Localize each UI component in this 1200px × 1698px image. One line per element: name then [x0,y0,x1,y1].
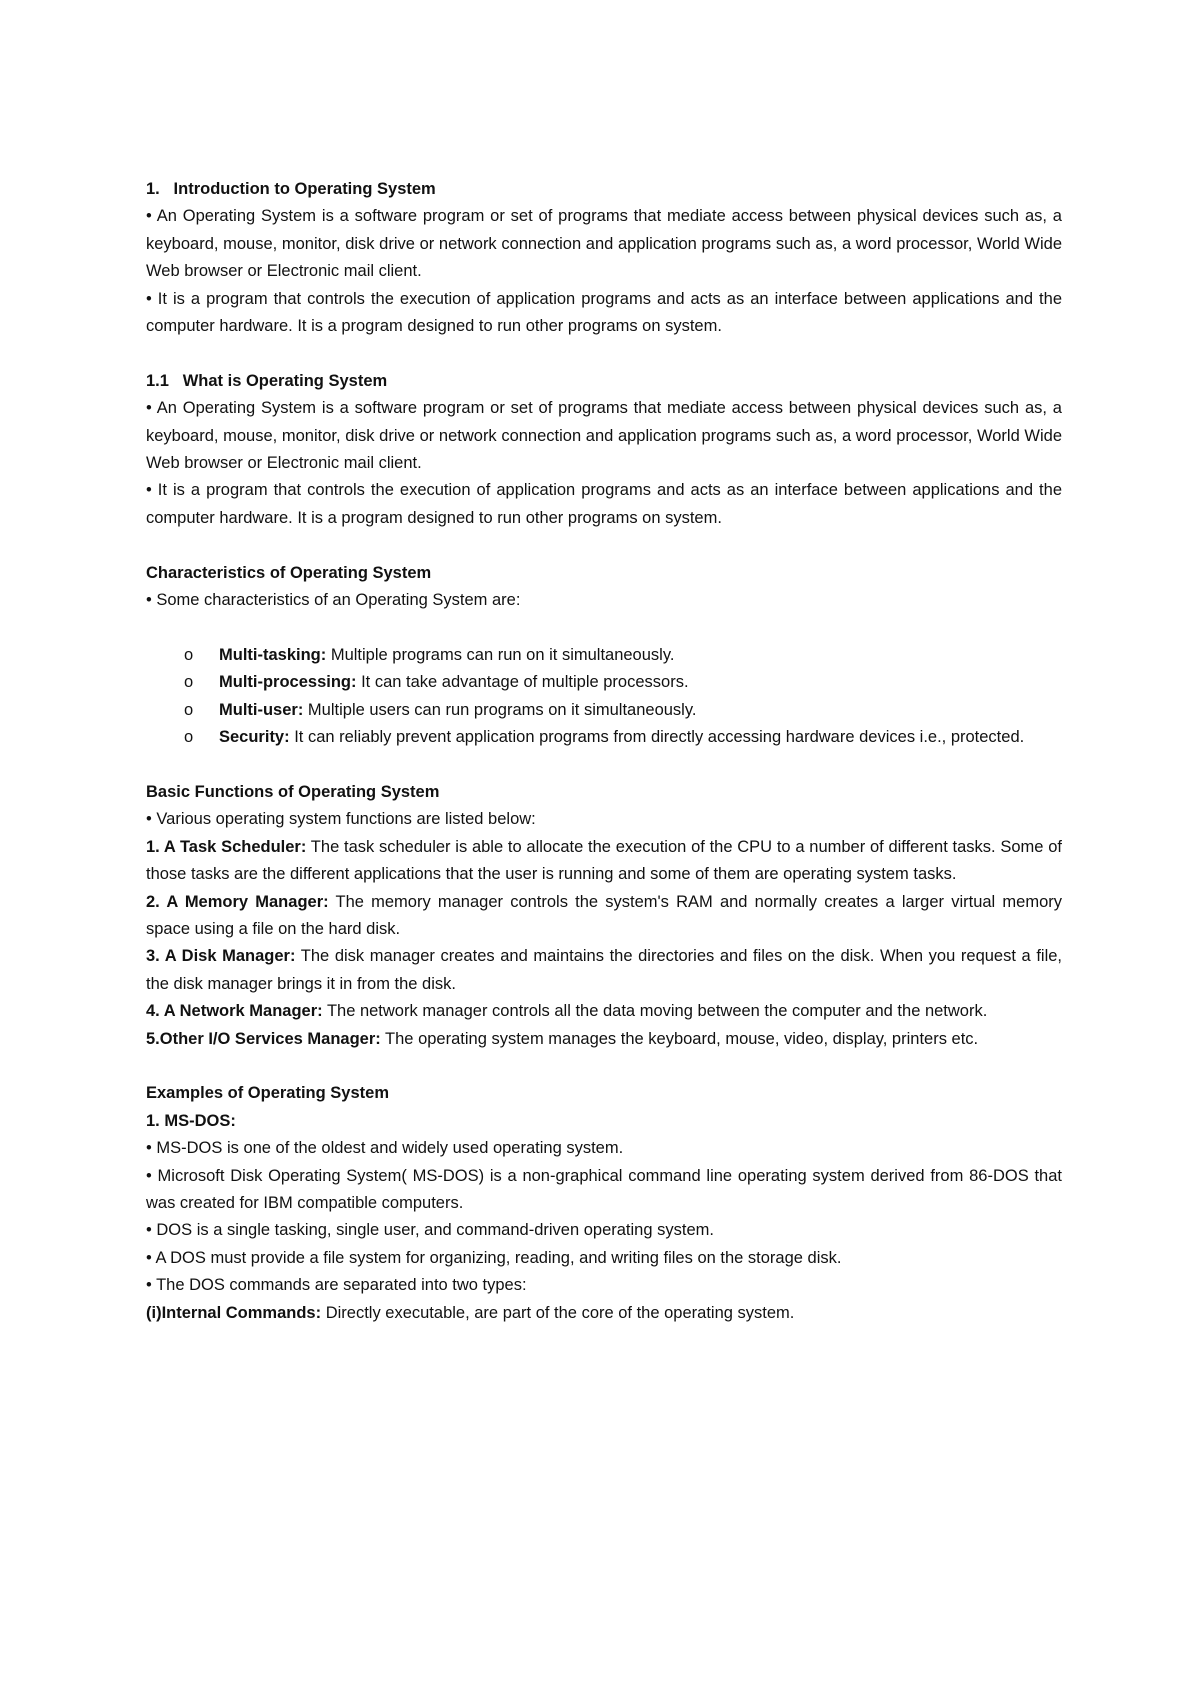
document-page [146,176,1062,1327]
example-bullet: • Microsoft Disk Operating System( MS-DOS) is a non-graphical command line operating system derived from 86-DOS that was created for IBM compatible computers. [146,1166,1062,1212]
list-item: o Security: It can reliably prevent application programs from directly accessing hardware devices i.e., protected. [146,724,1062,751]
function-item: 3. A Disk Manager: The disk manager creates and maintains the directories and files on the disk. When you request a file, the disk manager brings it in from the disk. [146,947,1062,993]
intro-paragraph-2: • It is a program that controls the execution of application programs and acts as an interface between applications and the computer hardware. It is a program designed to run other programs on system. [146,289,1062,336]
functions-heading: Basic Functions of Operating System [146,782,440,801]
function-item: 2. A Memory Manager: The memory manager controls the system's RAM and normally creates a larger virtual memory space using a file on the hard disk. [146,892,1062,938]
characteristics-heading: Characteristics of Operating System [146,563,432,582]
list-item: o Multi-tasking: Multiple programs can run on it simultaneously. [146,642,1062,669]
list-item: o Multi-processing: It can take advantage of multiple processors. [146,669,1062,696]
functions-intro: • Various operating system functions are listed below: [146,810,536,829]
list-marker: o [184,700,194,719]
list-item: o Multi-user: Multiple users can run programs on it simultaneously. [146,697,1062,724]
function-item: 4. A Network Manager: The network manager controls all the data moving between the computer and the network. [146,1002,988,1021]
example-bullet: • The DOS commands are separated into two types: [146,1276,527,1295]
function-item: 5.Other I/O Services Manager: The operating system manages the keyboard, mouse, video, display, printers etc. [146,1029,979,1048]
intro-heading: 1. Introduction to Operating System [146,180,436,198]
example-bullet: • DOS is a single tasking, single user, and command-driven operating system. [146,1221,714,1240]
list-marker: o [184,673,194,692]
intro-paragraph-1: • An Operating System is a software program or set of programs that mediate access between physical devices such as, a keyboard, mouse, monitor, disk drive or network connection and application programs such as, a word processor, World Wide Web browser or Electronic mail client. [146,207,1062,281]
example-bullet: • A DOS must provide a file system for organizing, reading, and writing files on the storage disk. [146,1248,842,1267]
characteristics-list [146,642,1062,752]
what-heading: 1.1 What is Operating System [146,371,388,390]
list-marker: o [184,728,194,747]
function-item: 1. A Task Scheduler: The task scheduler is able to allocate the execution of the CPU to a number of different tasks. Some of those tasks are the different applications that the user is running and some of them are operating system tasks. [146,837,1062,884]
characteristics-intro: • Some characteristics of an Operating System are: [146,591,521,610]
what-paragraph-1: • An Operating System is a software program or set of programs that mediate access between physical devices such as, a keyboard, mouse, monitor, disk drive or network connection and application programs such as, a word processor, World Wide Web browser or Electronic mail client. [146,399,1062,473]
msdos-subheading: 1. MS-DOS: [146,1111,236,1130]
example-bullet: • MS-DOS is one of the oldest and widely used operating system. [146,1139,624,1158]
examples-heading: Examples of Operating System [146,1084,389,1103]
internal-commands: (i)Internal Commands: Directly executable, are part of the core of the operating system. [146,1303,795,1322]
what-paragraph-2: • It is a program that controls the execution of application programs and acts as an interface between applications and the computer hardware. It is a program designed to run other programs on system. [146,481,1062,527]
list-marker: o [184,645,194,664]
